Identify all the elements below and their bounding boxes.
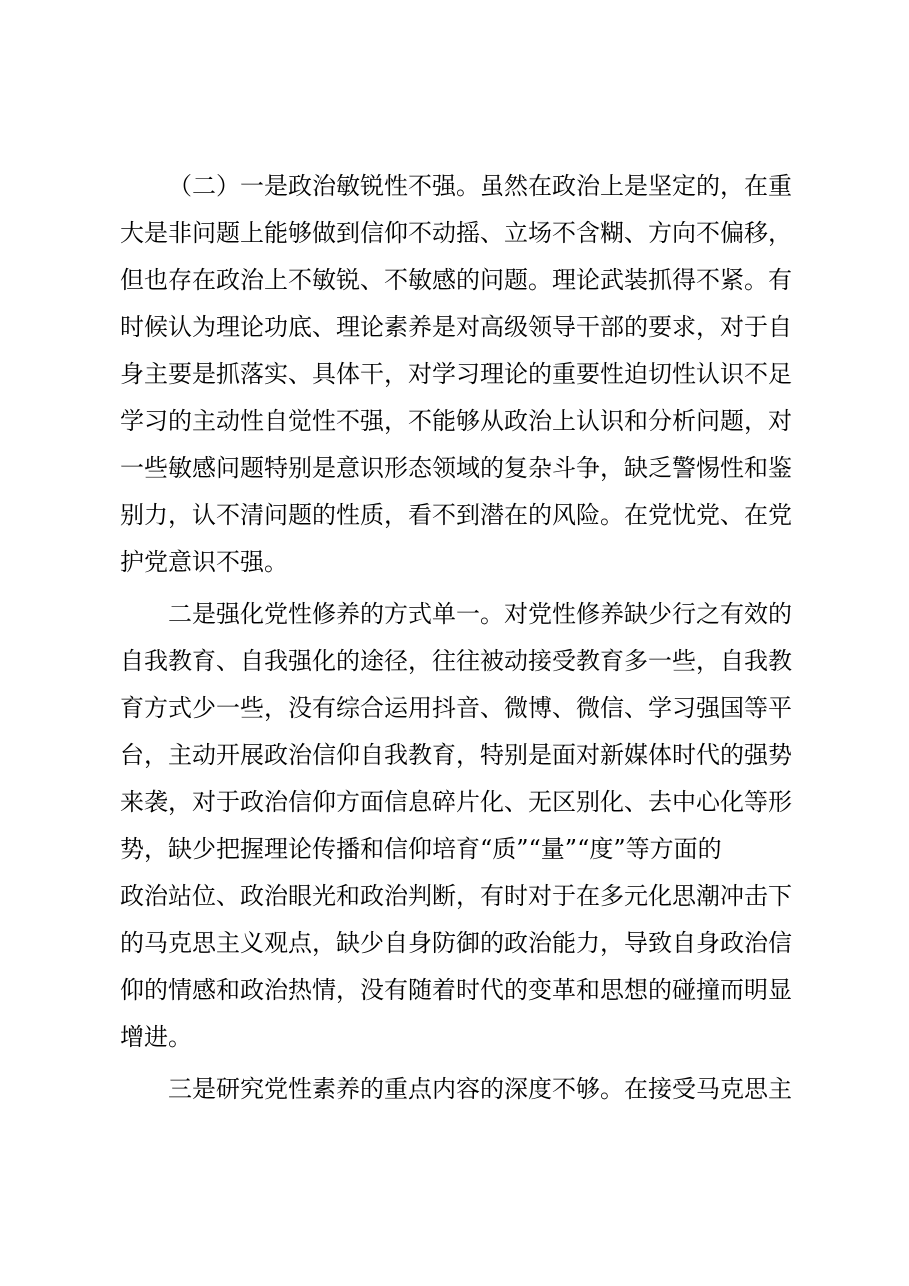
paragraph-2-line-3: 育方式少一些，没有综合运用抖音、微博、微信、学习强国等平 — [120, 694, 792, 722]
paragraph-2-line-5: 来袭，对于政治信仰方面信息碎片化、无区别化、去中心化等形 — [120, 788, 792, 816]
paragraph-3-line-1: 三是研究党性素养的重点内容的深度不够。在接受马克思主 — [168, 1075, 792, 1103]
paragraph-1-line-4: 时候认为理论功底、理论素养是对高级领导干部的要求，对于自 — [120, 313, 792, 341]
paragraph-1-line-3: 但也存在政治上不敏锐、不敏感的问题。理论武装抓得不紧。有 — [120, 266, 792, 294]
paragraph-2-line-4: 台，主动开展政治信仰自我教育，特别是面对新媒体时代的强势 — [120, 741, 792, 769]
paragraph-2-line-2: 自我教育、自我强化的途径，往往被动接受教育多一些，自我教 — [120, 647, 792, 675]
paragraph-2-line-7: 政治站位、政治眼光和政治判断，有时对于在多元化思潮冲击下 — [120, 882, 792, 910]
paragraph-1-line-1: （二）一是政治敏锐性不强。虽然在政治上是坚定的，在重 — [168, 172, 792, 200]
paragraph-1-line-9: 护党意识不强。 — [120, 548, 288, 576]
paragraph-2-line-10: 增进。 — [120, 1023, 192, 1051]
paragraph-2-line-1: 二是强化党性修养的方式单一。对党性修养缺少行之有效的 — [168, 600, 792, 628]
paragraph-2-line-9: 仰的情感和政治热情，没有随着时代的变革和思想的碰撞而明显 — [120, 976, 792, 1004]
paragraph-1-line-8: 别力，认不清问题的性质，看不到潜在的风险。在党忧党、在党 — [120, 501, 792, 529]
paragraph-1-line-2: 大是非问题上能够做到信仰不动摇、立场不含糊、方向不偏移， — [120, 219, 792, 247]
paragraph-1-line-7: 一些敏感问题特别是意识形态领域的复杂斗争，缺乏警惕性和鉴 — [120, 454, 792, 482]
paragraph-1-line-5: 身主要是抓落实、具体干，对学习理论的重要性迫切性认识不足 — [120, 360, 792, 388]
paragraph-1-line-6: 学习的主动性自觉性不强，不能够从政治上认识和分析问题，对 — [120, 407, 792, 435]
paragraph-2-line-6: 势，缺少把握理论传播和信仰培育“质”“量”“度”等方面的 — [120, 835, 722, 863]
paragraph-2-line-8: 的马克思主义观点，缺少自身防御的政治能力，导致自身政治信 — [120, 929, 792, 957]
